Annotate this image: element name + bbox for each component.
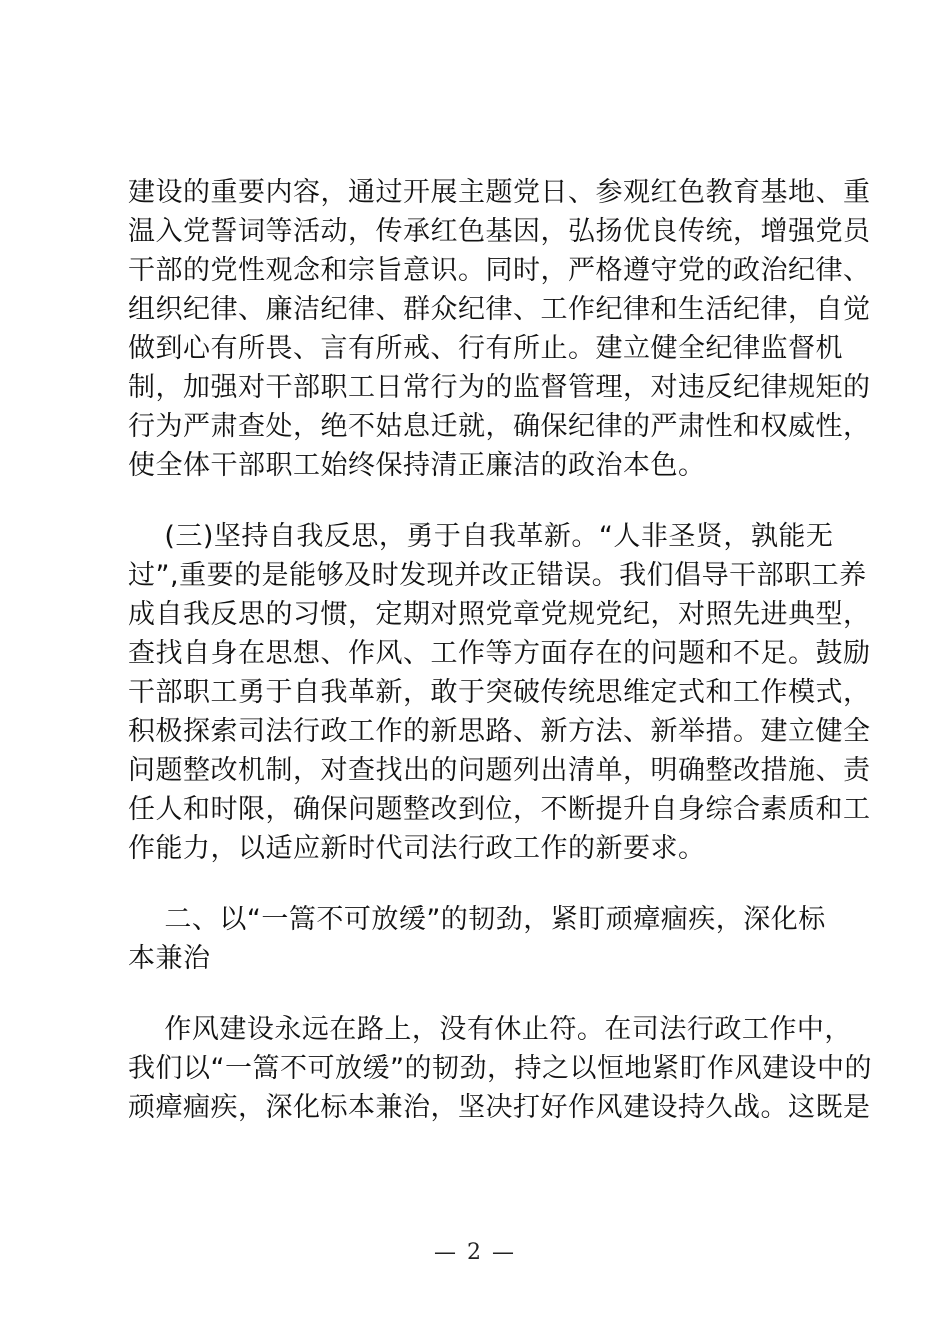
- body-line-13: 干部职工勇于自我革新，敢于突破传统思维定式和工作模式，: [128, 677, 871, 708]
- body-line-17: 作能力，以适应新时代司法行政工作的新要求。: [128, 833, 706, 864]
- body-line-11: 成自我反思的习惯，定期对照党章党规党纪，对照先进典型，: [128, 599, 871, 630]
- body-line-10: 过”,重要的是能够及时发现并改正错误。我们倡导干部职工养: [128, 560, 867, 591]
- body-line-3: 干部的党性观念和宗旨意识。同时，严格遵守党的政治纪律、: [128, 255, 871, 286]
- body-line-6: 制，加强对干部职工日常行为的监督管理，对违反纪律规矩的: [128, 372, 871, 403]
- page-number: — 2 —: [434, 1240, 516, 1265]
- body-line-14: 积极探索司法行政工作的新思路、新方法、新举措。建立健全: [128, 716, 871, 747]
- section-heading-line-2: 本兼治: [128, 943, 211, 974]
- body-line-20: 顽瘴痼疾，深化标本兼治，坚决打好作风建设持久战。这既是: [128, 1092, 871, 1123]
- body-line-2: 温入党誓词等活动，传承红色基因，弘扬优良传统，增强党员: [128, 216, 871, 247]
- body-line-4: 组织纪律、廉洁纪律、群众纪律、工作纪律和生活纪律，自觉: [128, 294, 871, 325]
- body-line-1: 建设的重要内容，通过开展主题党日、参观红色教育基地、重: [128, 177, 871, 208]
- section-heading-line-1: 二、以“一篙不可放缓”的韧劲，紧盯顽瘴痼疾，深化标: [128, 904, 826, 935]
- body-line-7: 行为严肃查处，绝不姑息迁就，确保纪律的严肃性和权威性，: [128, 411, 871, 442]
- body-line-12: 查找自身在思想、作风、工作等方面存在的问题和不足。鼓励: [128, 638, 871, 669]
- body-line-16: 任人和时限，确保问题整改到位，不断提升自身综合素质和工: [128, 794, 871, 825]
- body-line-8: 使全体干部职工始终保持清正廉洁的政治本色。: [128, 450, 706, 481]
- body-line-19: 我们以“一篙不可放缓”的韧劲，持之以恒地紧盯作风建设中的: [128, 1053, 872, 1084]
- body-line-5: 做到心有所畏、言有所戒、行有所止。建立健全纪律监督机: [128, 333, 843, 364]
- body-line-9: (三)坚持自我反思，勇于自我革新。“人非圣贤，孰能无: [128, 521, 834, 552]
- body-line-15: 问题整改机制，对查找出的问题列出清单，明确整改措施、责: [128, 755, 871, 786]
- body-line-18: 作风建设永远在路上，没有休止符。在司法行政工作中，: [128, 1014, 852, 1045]
